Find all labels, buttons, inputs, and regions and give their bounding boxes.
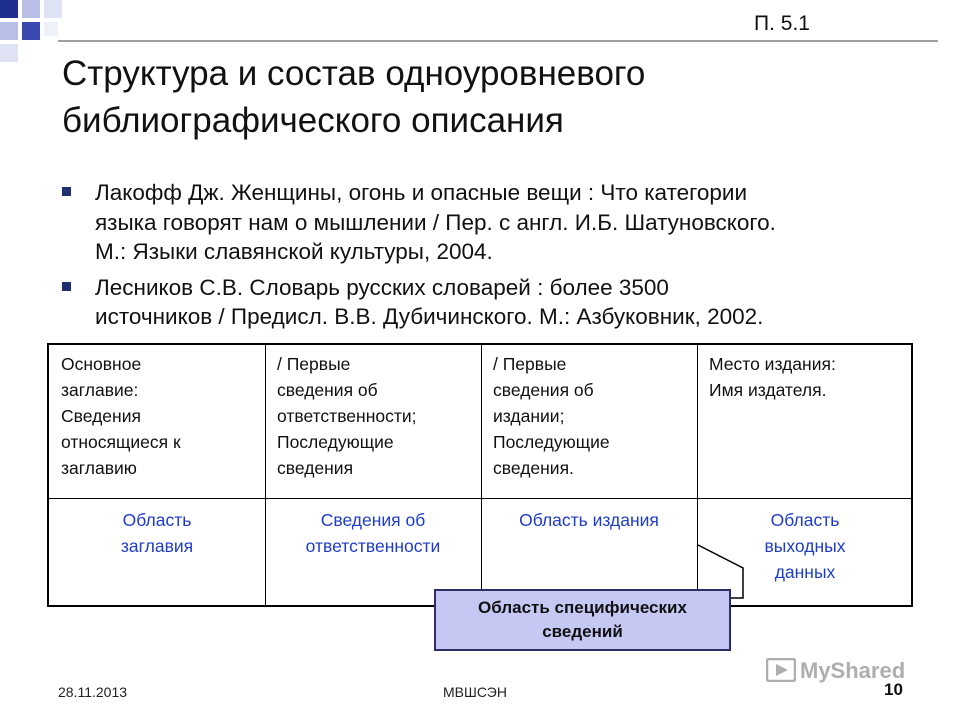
- list-item-line: языка говорят нам о мышлении / Пер. с англ. И.Б. Шатуновского.: [95, 209, 776, 235]
- table-cell-edition-area: Область издания: [519, 510, 659, 530]
- myshared-watermark: MyShared: [766, 658, 905, 684]
- specific-area-callout: Область специфических сведений: [434, 589, 731, 651]
- list-item-line: Лакофф Дж. Женщины, огонь и опасные вещи : Что категории: [95, 180, 748, 205]
- table-cell-imprint-elements: Место издания: Имя издателя.: [709, 354, 836, 400]
- slide-number: П. 5.1: [754, 12, 810, 35]
- page-title: Структура и состав одноуровневого библиографического описания: [62, 54, 646, 140]
- footer-page-number: 10: [884, 680, 903, 699]
- table-cell-edition-elements: / Первые сведения об издании; Последующие сведения.: [493, 354, 610, 478]
- table-cell-title-area: Область заглавия: [120, 510, 194, 556]
- table-cell-title-elements: Основное заглавие: Сведения относящиеся к заглавию: [61, 354, 181, 478]
- table-cell-imprint-area: Область выходных данных: [764, 510, 846, 582]
- list-item-line: М.: Языки славянской культуры, 2004.: [95, 239, 493, 264]
- list-item-line: источников / Предисл. В.В. Дубичинского. М.: Азбуковник, 2002.: [95, 304, 764, 329]
- table-cell-responsibility-area: Сведения об ответственности: [305, 510, 441, 556]
- table-cell-responsibility-elements: / Первые сведения об ответственности; Последующие сведения: [277, 354, 417, 478]
- footer-date: 28.11.2013: [58, 684, 128, 700]
- footer-organization: МВШСЭН: [443, 684, 507, 700]
- myshared-logo-icon: [766, 658, 796, 682]
- list-item-line: Лесников С.В. Словарь русских словарей : более 3500: [95, 274, 669, 300]
